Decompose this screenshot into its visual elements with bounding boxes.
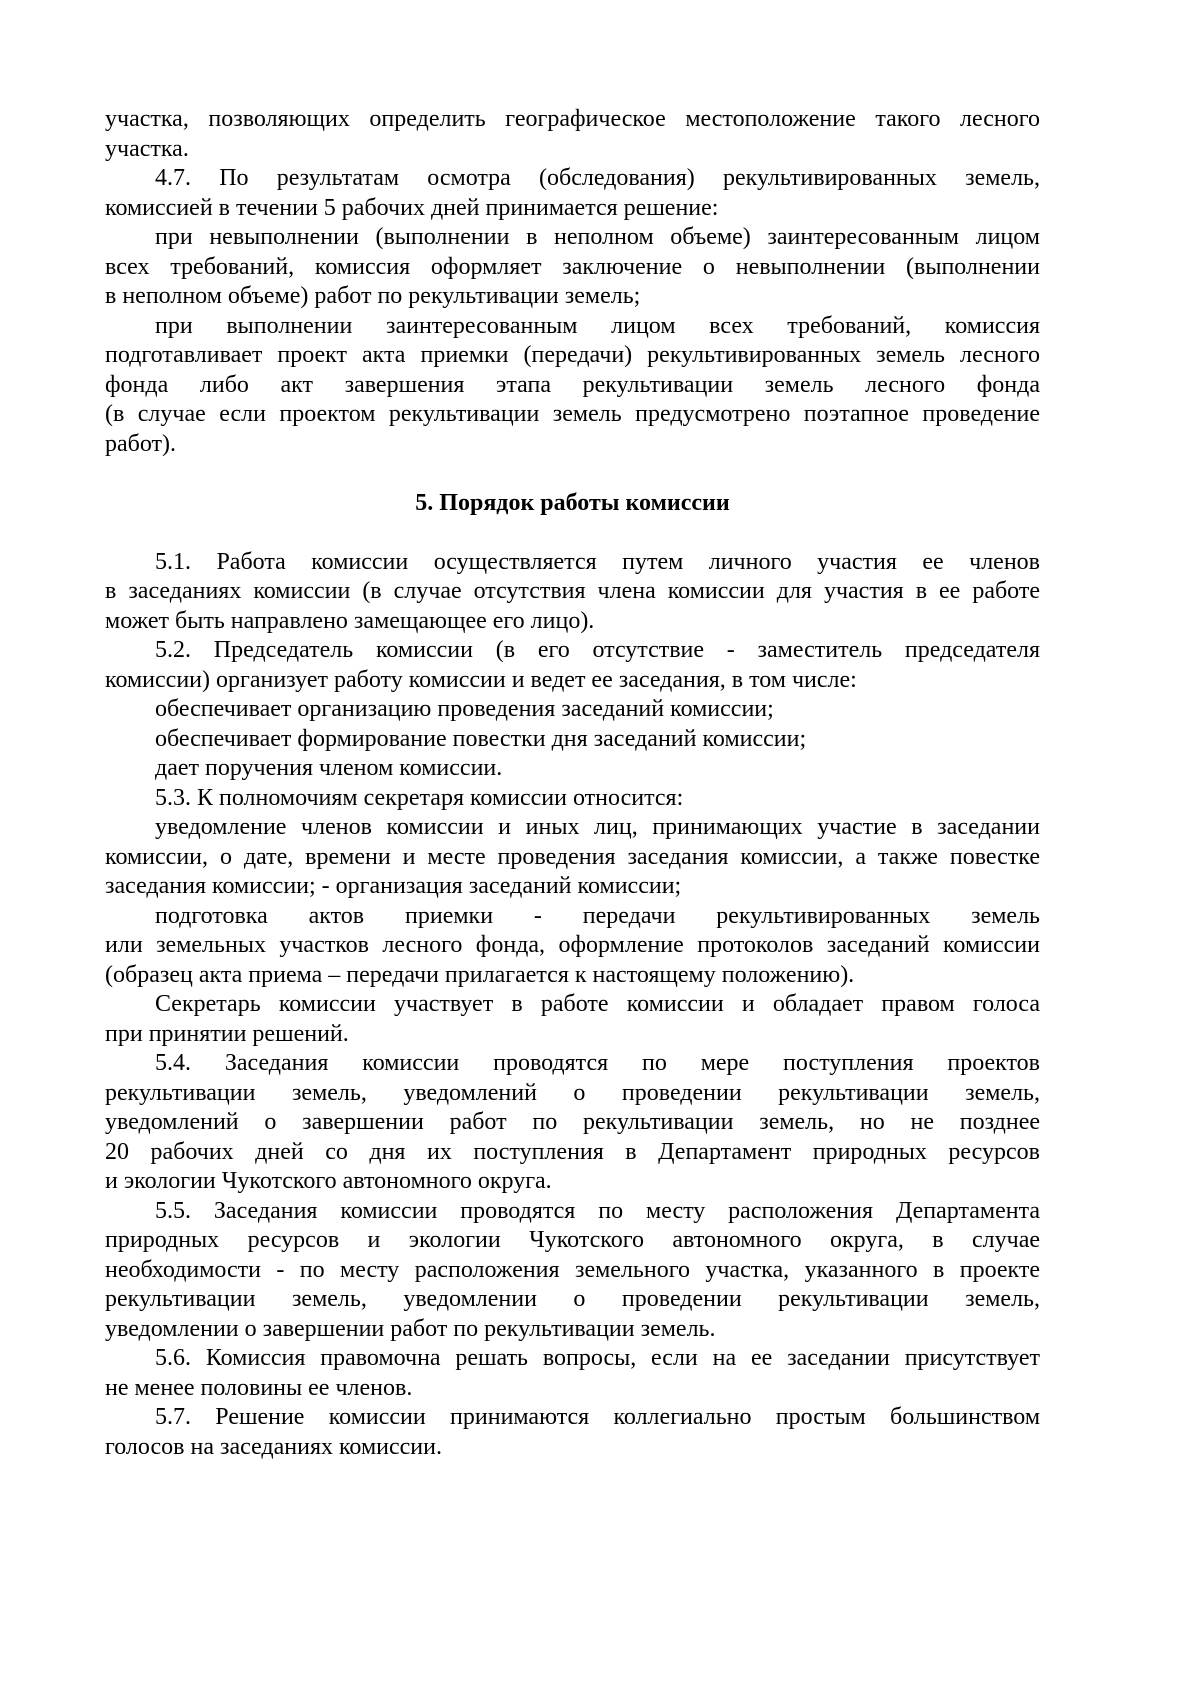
text-line: участка. — [105, 135, 189, 162]
text-line: обеспечивает организацию проведения заседаний комиссии; — [155, 696, 774, 722]
text-line: всех требований, комиссия оформляет заключение о невыполнении (выполнении — [105, 253, 1040, 280]
paragraph — [105, 548, 1040, 637]
text-line: фонда либо акт завершения этапа рекультивации земель лесного фонда — [105, 371, 1040, 398]
paragraph — [105, 105, 1040, 164]
text-line: заседания комиссии; - организация заседаний комиссии; — [105, 873, 682, 899]
text-line: необходимости - по месту расположения земельного участка, указанного в проекте — [105, 1256, 1040, 1283]
text-line: 5.1. Работа комиссии осуществляется путем личного участия ее членов — [155, 548, 1040, 575]
paragraph — [105, 813, 1040, 902]
text-line: 5.3. К полномочиям секретаря комиссии относится: — [155, 784, 684, 811]
text-line: обеспечивает формирование повестки дня заседаний комиссии; — [155, 725, 807, 752]
text-line: участка, позволяющих определить географическое местоположение такого лесного — [105, 106, 1040, 132]
text-line: (образец акта приема – передачи прилагается к настоящему положению). — [105, 961, 855, 988]
paragraph — [105, 1049, 1040, 1197]
paragraph — [105, 1197, 1040, 1345]
text-line: (в случае если проектом рекультивации земель предусмотрено поэтапное проведение — [105, 401, 1040, 427]
text-line: при принятии решений. — [105, 1020, 349, 1047]
text-line: голосов на заседаниях комиссии. — [105, 1433, 442, 1460]
text-line: уведомление членов комиссии и иных лиц, принимающих участие в заседании — [155, 814, 1040, 840]
paragraph — [105, 990, 1040, 1049]
text-line: работ). — [105, 430, 177, 457]
text-line: и экологии Чукотского автономного округа. — [105, 1168, 552, 1194]
paragraph — [105, 695, 1040, 725]
text-line: 5.7. Решение комиссии принимаются коллегиально простым большинством — [155, 1404, 1040, 1430]
text-line: 5.6. Комиссия правомочна решать вопросы, если на ее заседании присутствует — [155, 1345, 1040, 1371]
text-line: 5.5. Заседания комиссии проводятся по месту расположения Департамента — [155, 1197, 1040, 1224]
text-line: 4.7. По результатам осмотра (обследования) рекультивированных земель, — [155, 165, 1040, 191]
text-line: 5.4. Заседания комиссии проводятся по мере поступления проектов — [155, 1050, 1040, 1076]
text-line: подготовка актов приемки - передачи рекультивированных земель — [155, 902, 1040, 929]
paragraph — [105, 1403, 1040, 1462]
paragraph — [105, 636, 1040, 695]
text-line: комиссии, о дате, времени и месте проведения заседания комиссии, а также повестке — [105, 843, 1040, 870]
paragraph — [105, 312, 1040, 460]
document-page — [105, 105, 1040, 1462]
text-line: уведомлении о завершении работ по рекультивации земель. — [105, 1315, 716, 1342]
text-line: может быть направлено замещающее его лицо). — [105, 607, 595, 634]
paragraph — [105, 164, 1040, 223]
text-line: в заседаниях комиссии (в случае отсутствия члена комиссии для участия в ее работе — [105, 578, 1040, 604]
text-line: дает поручения членом комиссии. — [155, 755, 503, 781]
text-line: в неполном объеме) работ по рекультивации земель; — [105, 283, 641, 309]
text-line: или земельных участков лесного фонда, оформление протоколов заседаний комиссии — [105, 932, 1040, 958]
text-line: при невыполнении (выполнении в неполном объеме) заинтересованным лицом — [155, 224, 1040, 250]
paragraph — [105, 754, 1040, 784]
paragraph — [105, 1344, 1040, 1403]
paragraph — [105, 902, 1040, 991]
text-line: рекультивации земель, уведомлений о проведении рекультивации земель, — [105, 1079, 1040, 1106]
text-line: подготавливает проект акта приемки (передачи) рекультивированных земель лесного — [105, 342, 1040, 368]
text-line: комиссии) организует работу комиссии и ведет ее заседания, в том числе: — [105, 666, 857, 693]
paragraph — [105, 223, 1040, 312]
text-line: Секретарь комиссии участвует в работе комиссии и обладает правом голоса — [155, 991, 1040, 1017]
text-line: не менее половины ее членов. — [105, 1374, 413, 1401]
paragraph — [105, 784, 1040, 814]
text-line: 5.2. Председатель комиссии (в его отсутствие - заместитель председателя — [155, 637, 1040, 663]
paragraph — [105, 725, 1040, 755]
text-line: при выполнении заинтересованным лицом всех требований, комиссия — [155, 312, 1040, 339]
text-line: уведомлений о завершении работ по рекультивации земель, но не позднее — [105, 1109, 1040, 1135]
text-line: комиссией в течении 5 рабочих дней принимается решение: — [105, 194, 719, 221]
section-heading: 5. Порядок работы комиссии — [415, 489, 730, 516]
text-line: 20 рабочих дней со дня их поступления в Департамент природных ресурсов — [105, 1138, 1040, 1165]
text-line: природных ресурсов и экологии Чукотского автономного округа, в случае — [105, 1227, 1040, 1253]
text-line: рекультивации земель, уведомлении о проведении рекультивации земель, — [105, 1286, 1040, 1312]
